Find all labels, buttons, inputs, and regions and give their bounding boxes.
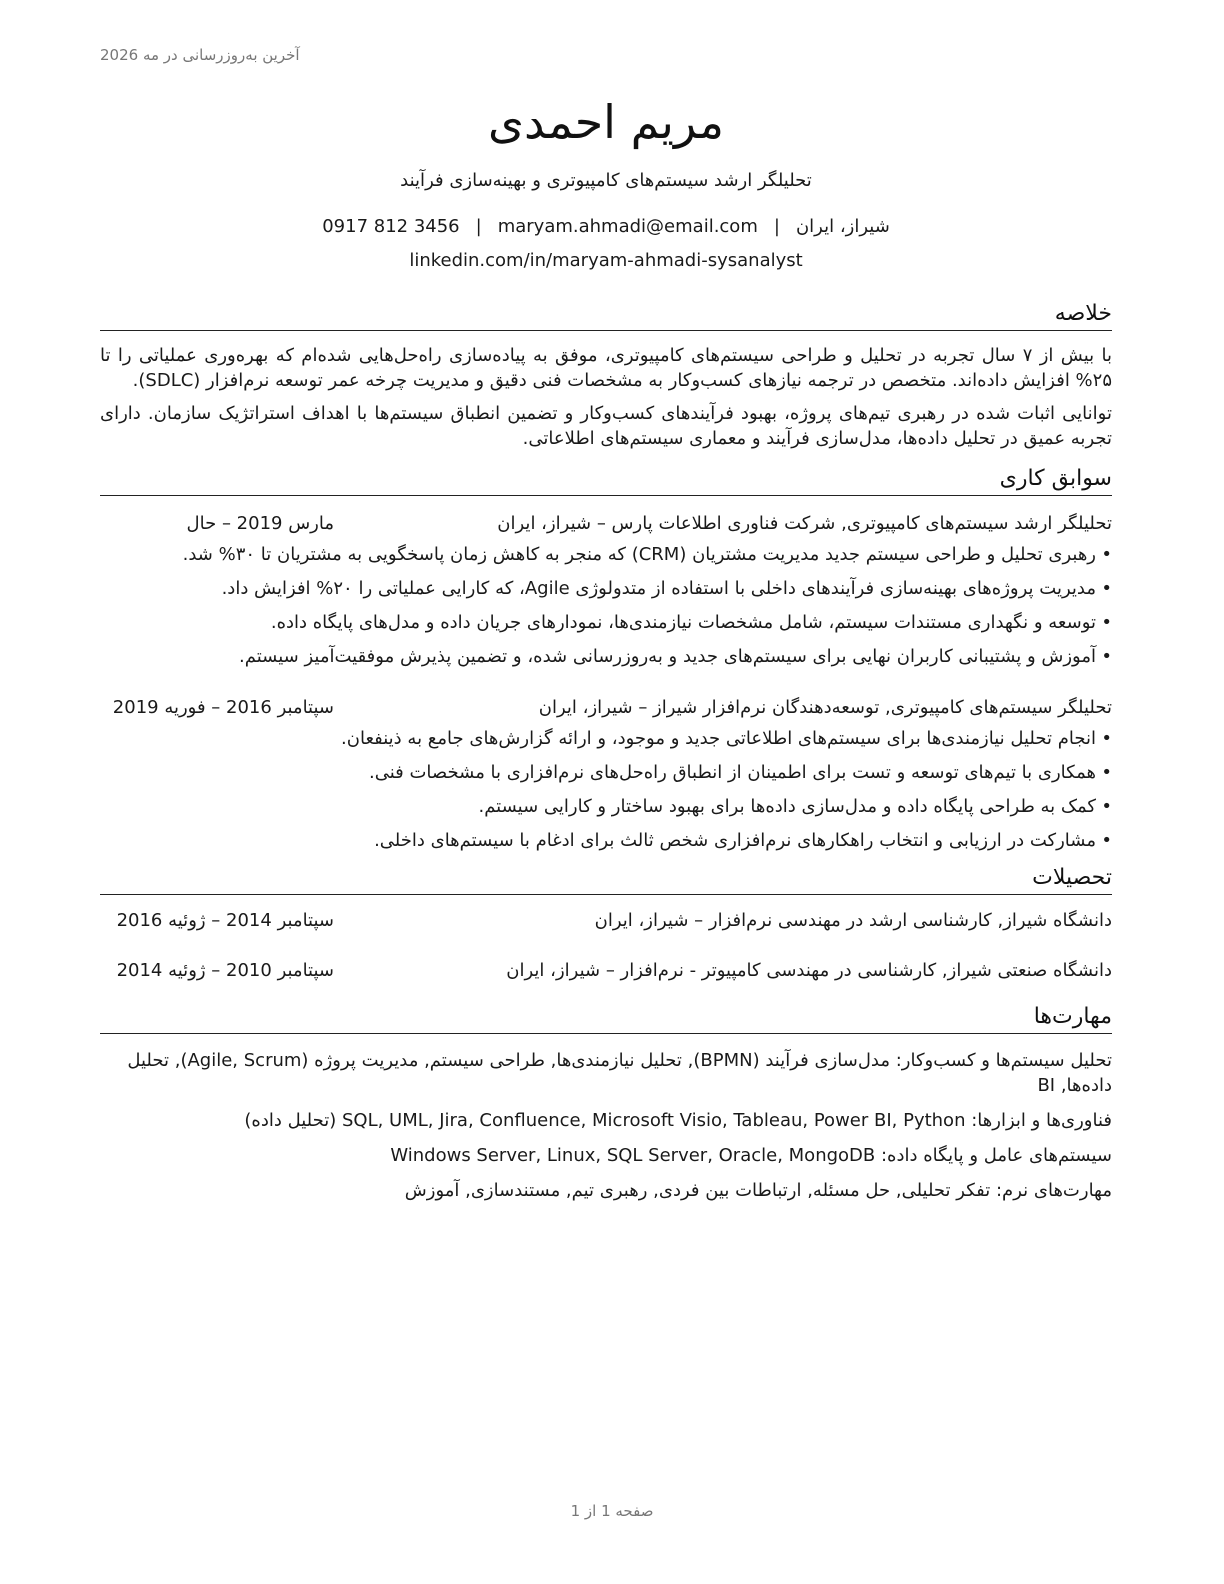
contact-phone[interactable]: 0917 812 3456 bbox=[322, 216, 460, 237]
contact-separator: | bbox=[475, 216, 482, 237]
job-dates: مارس 2019 – حال bbox=[186, 513, 334, 534]
job-bullets bbox=[100, 726, 1112, 854]
contact-email[interactable]: maryam.ahmadi@email.com bbox=[497, 216, 758, 237]
last-updated-note: آخرین به‌روزرسانی در مه 2026 bbox=[100, 46, 300, 64]
job-entry bbox=[100, 510, 1112, 670]
education-title: دانشگاه شیراز, کارشناسی ارشد در مهندسی نرم‌افزار – شیراز، ایران bbox=[594, 910, 1112, 931]
skills-line: فناوری‌ها و ابزارها: SQL, UML, Jira, Confluence, Microsoft Visio, Tableau, Power BI, Python (تحلیل داده) bbox=[244, 1110, 1112, 1131]
candidate-headline: تحلیلگر ارشد سیستم‌های کامپیوتری و بهینه‌سازی فرآیند bbox=[400, 170, 812, 191]
education-entry bbox=[100, 957, 1112, 985]
section-title-education: تحصیلات bbox=[100, 864, 1112, 895]
summary-paragraph: با بیش از ۷ سال تجربه در تحلیل و طراحی سیستم‌های کامپیوتری، موفق به پیاده‌سازی راه‌حل‌هایی شده‌ام که بهره‌وری عملیاتی را تا ۲۵% افزایش داده‌اند. متخصص در ترجمه نیازهای کسب‌وکار به مشخصات فنی دقیق و مدیریت چرخه عمر توسعه نرم‌افزار (SDLC). bbox=[100, 345, 1112, 391]
job-title: تحلیلگر ارشد سیستم‌های کامپیوتری, شرکت فناوری اطلاعات پارس – شیراز، ایران bbox=[497, 513, 1112, 534]
contact-line bbox=[100, 214, 1112, 240]
education-section bbox=[100, 864, 1112, 985]
education-dates: سپتامبر 2014 – ژوئیه 2016 bbox=[116, 910, 334, 931]
job-entry bbox=[100, 694, 1112, 854]
section-title-skills: مهارت‌ها bbox=[100, 1003, 1112, 1034]
job-bullet: • مدیریت پروژه‌های بهینه‌سازی فرآیندهای داخلی با استفاده از متدولوژی Agile، که کارایی عملیاتی را ۲۰% افزایش داد. bbox=[100, 576, 1112, 602]
skills-section bbox=[100, 1003, 1112, 1203]
section-title-summary: خلاصه bbox=[100, 300, 1112, 331]
section-title-experience: سوابق کاری bbox=[100, 465, 1112, 496]
job-header bbox=[100, 510, 1112, 538]
summary-section bbox=[100, 300, 1112, 451]
job-bullet: • همکاری با تیم‌های توسعه و تست برای اطمینان از انطباق راه‌حل‌های نرم‌افزاری با مشخصات فنی. bbox=[100, 760, 1112, 786]
contact-linkedin-line bbox=[100, 248, 1112, 274]
job-bullet: • مشارکت در ارزیابی و انتخاب راهکارهای نرم‌افزاری شخص ثالث برای ادغام با سیستم‌های داخلی. bbox=[100, 828, 1112, 854]
experience-section bbox=[100, 465, 1112, 854]
education-entry bbox=[100, 907, 1112, 935]
job-bullet: • توسعه و نگهداری مستندات سیستم، شامل مشخصات نیازمندی‌ها، نمودارهای جریان داده و مدل‌های پایگاه داده. bbox=[100, 610, 1112, 636]
job-bullet: • آموزش و پشتیبانی کاربران نهایی برای سیستم‌های جدید و به‌روزرسانی شده، و تضمین پذیرش موفقیت‌آمیز سیستم. bbox=[100, 644, 1112, 670]
contact-separator: | bbox=[773, 216, 780, 237]
education-dates: سپتامبر 2010 – ژوئیه 2014 bbox=[116, 960, 334, 981]
page-number: صفحه 1 از 1 bbox=[570, 1502, 654, 1520]
job-dates: سپتامبر 2016 – فوریه 2019 bbox=[112, 697, 334, 718]
contact-linkedin[interactable]: linkedin.com/in/maryam-ahmadi-sysanalyst bbox=[409, 250, 803, 271]
summary-paragraph: توانایی اثبات شده در رهبری تیم‌های پروژه، بهبود فرآیندهای کسب‌وکار و تضمین انطباق سیستم‌ها با اهداف استراتژیک سازمان. دارای تجربه عمیق در تحلیل داده‌ها، مدل‌سازی فرآیند و معماری سیستم‌های اطلاعاتی. bbox=[100, 403, 1112, 449]
candidate-name: مریم احمدی bbox=[487, 95, 725, 149]
job-bullet: • انجام تحلیل نیازمندی‌ها برای سیستم‌های اطلاعاتی جدید و موجود، و ارائه گزارش‌های جامع به ذینفعان. bbox=[100, 726, 1112, 752]
job-bullet: • رهبری تحلیل و طراحی سیستم جدید مدیریت مشتریان (CRM) که منجر به کاهش زمان پاسخگویی به مشتریان تا ۳۰% شد. bbox=[100, 542, 1112, 568]
job-bullets bbox=[100, 542, 1112, 670]
job-title: تحلیلگر سیستم‌های کامپیوتری, توسعه‌دهندگان نرم‌افزار شیراز – شیراز، ایران bbox=[538, 697, 1112, 718]
skills-line: تحلیل سیستم‌ها و کسب‌وکار: مدل‌سازی فرآیند (BPMN), تحلیل نیازمندی‌ها, طراحی سیستم, مدیریت پروژه (Agile, Scrum), تحلیل داده‌ها, BI bbox=[127, 1050, 1112, 1096]
education-title: دانشگاه صنعتی شیراز, کارشناسی در مهندسی کامپیوتر - نرم‌افزار – شیراز، ایران bbox=[506, 960, 1112, 981]
job-bullet: • کمک به طراحی پایگاه داده و مدل‌سازی داده‌ها برای بهبود ساختار و کارایی سیستم. bbox=[100, 794, 1112, 820]
skills-line: مهارت‌های نرم: تفکر تحلیلی, حل مسئله, ارتباطات بین فردی, رهبری تیم, مستندسازی, آموزش bbox=[404, 1180, 1112, 1201]
contact-location: شیراز، ایران bbox=[795, 216, 890, 237]
job-header bbox=[100, 694, 1112, 722]
skills-line: سیستم‌های عامل و پایگاه داده: Windows Server, Linux, SQL Server, Oracle, MongoDB bbox=[390, 1145, 1112, 1166]
resume-document bbox=[100, 90, 1112, 1203]
